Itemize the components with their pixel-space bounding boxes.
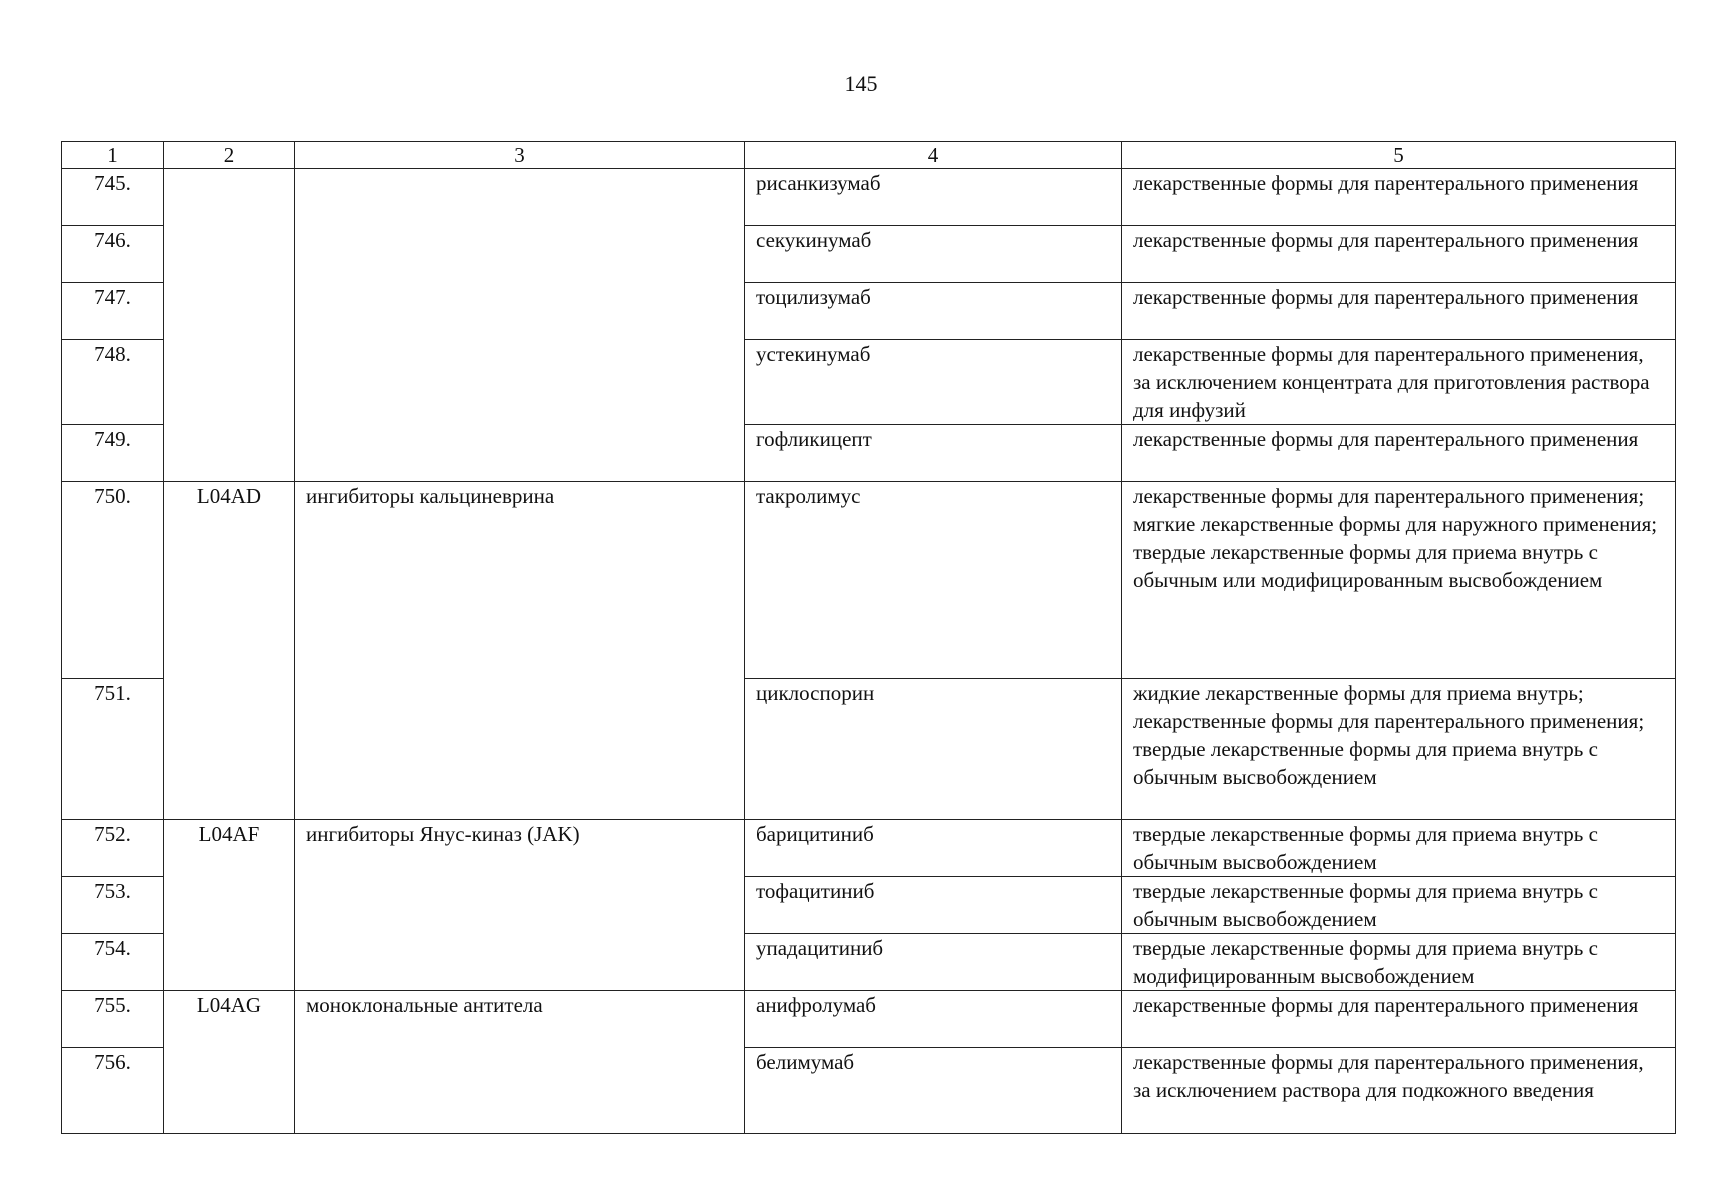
table-row <box>62 991 1676 1048</box>
row-number: 745. <box>62 169 164 226</box>
dosage-forms <box>1122 934 1676 991</box>
dosage-form-line: лекарственные формы для парентерального применения; <box>1133 709 1645 733</box>
page-number: 145 <box>844 71 878 96</box>
table-row <box>62 482 1676 679</box>
header-col-4: 4 <box>745 142 1122 169</box>
dosage-forms <box>1122 283 1676 340</box>
drug-name: рисанкизумаб <box>745 169 1122 226</box>
row-number: 747. <box>62 283 164 340</box>
dosage-forms <box>1122 169 1676 226</box>
dosage-form-line: мягкие лекарственные формы для наружного применения; <box>1133 512 1658 536</box>
drug-name: тофацитиниб <box>745 877 1122 934</box>
group-name-cell <box>295 169 745 482</box>
header-col-1: 1 <box>62 142 164 169</box>
row-number: 750. <box>62 482 164 679</box>
drug-name: барицитиниб <box>745 820 1122 877</box>
row-number: 748. <box>62 340 164 425</box>
dosage-form-line: лекарственные формы для парентерального применения <box>1133 228 1639 252</box>
dosage-form-line: твердые лекарственные формы для приема внутрь с обычным высвобождением <box>1133 737 1598 789</box>
dosage-forms <box>1122 340 1676 425</box>
row-number: 746. <box>62 226 164 283</box>
dosage-form-line: лекарственные формы для парентерального применения, за исключением концентрата для приготовления раствора для инфузий <box>1133 342 1650 422</box>
dosage-form-line: твердые лекарственные формы для приема внутрь с обычным высвобождением <box>1133 822 1598 874</box>
drug-name: белимумаб <box>745 1048 1122 1134</box>
dosage-form-line: жидкие лекарственные формы для приема внутрь; <box>1133 681 1584 705</box>
medication-table <box>61 141 1676 1134</box>
drug-name: анифролумаб <box>745 991 1122 1048</box>
dosage-forms <box>1122 226 1676 283</box>
drug-name: циклоспорин <box>745 679 1122 820</box>
dosage-form-line: лекарственные формы для парентерального применения, за исключением раствора для подкожного введения <box>1133 1050 1644 1102</box>
dosage-form-line: твердые лекарственные формы для приема внутрь с обычным высвобождением <box>1133 879 1598 931</box>
dosage-forms <box>1122 482 1676 679</box>
drug-name: упадацитиниб <box>745 934 1122 991</box>
row-number: 756. <box>62 1048 164 1134</box>
row-number: 752. <box>62 820 164 877</box>
atc-code: L04AD <box>164 482 295 820</box>
dosage-forms <box>1122 991 1676 1048</box>
dosage-forms <box>1122 425 1676 482</box>
group-name: ингибиторы кальциневрина <box>295 482 745 820</box>
dosage-form-line: лекарственные формы для парентерального применения <box>1133 993 1639 1017</box>
header-col-2: 2 <box>164 142 295 169</box>
row-number: 754. <box>62 934 164 991</box>
dosage-form-line: лекарственные формы для парентерального применения <box>1133 285 1639 309</box>
table-row <box>62 820 1676 877</box>
atc-code-cell <box>164 169 295 482</box>
group-name: ингибиторы Янус-киназ (JAK) <box>295 820 745 991</box>
drug-name: такролимус <box>745 482 1122 679</box>
drug-name: тоцилизумаб <box>745 283 1122 340</box>
dosage-form-line: твердые лекарственные формы для приема внутрь с обычным или модифицированным высвобождением <box>1133 540 1603 592</box>
header-col-5: 5 <box>1122 142 1676 169</box>
drug-name: гофликицепт <box>745 425 1122 482</box>
dosage-form-line: лекарственные формы для парентерального применения <box>1133 171 1639 195</box>
atc-code: L04AF <box>164 820 295 991</box>
dosage-forms <box>1122 679 1676 820</box>
header-col-3: 3 <box>295 142 745 169</box>
group-name: моноклональные антитела <box>295 991 745 1134</box>
atc-code: L04AG <box>164 991 295 1134</box>
drug-name: устекинумаб <box>745 340 1122 425</box>
dosage-form-line: лекарственные формы для парентерального применения <box>1133 427 1639 451</box>
row-number: 755. <box>62 991 164 1048</box>
dosage-form-line: твердые лекарственные формы для приема внутрь с модифицированным высвобождением <box>1133 936 1598 988</box>
dosage-forms <box>1122 1048 1676 1134</box>
row-number: 751. <box>62 679 164 820</box>
row-number: 753. <box>62 877 164 934</box>
row-number: 749. <box>62 425 164 482</box>
dosage-form-line: лекарственные формы для парентерального применения; <box>1133 484 1645 508</box>
table-row <box>62 169 1676 226</box>
drug-name: секукинумаб <box>745 226 1122 283</box>
header-row <box>62 142 1676 169</box>
dosage-forms <box>1122 877 1676 934</box>
dosage-forms <box>1122 820 1676 877</box>
